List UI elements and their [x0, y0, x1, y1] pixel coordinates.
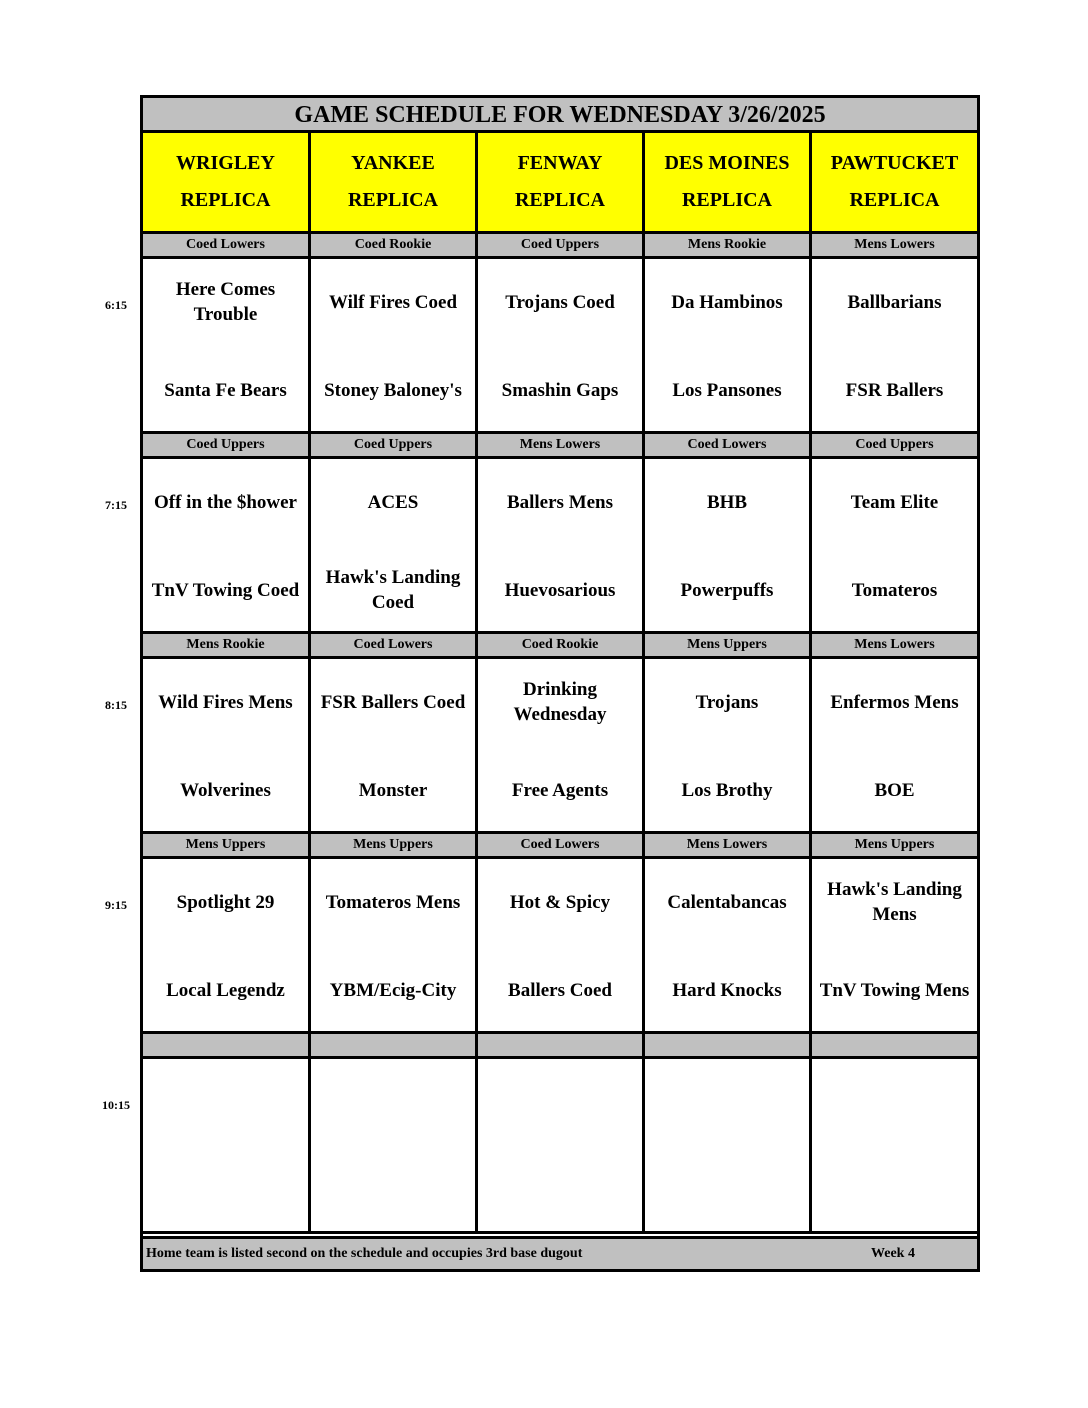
home-team: Smashin Gaps	[501, 379, 619, 401]
away-team: Drinking Wednesday	[513, 679, 607, 725]
home-team	[143, 1165, 308, 1215]
away-team: BHB	[706, 491, 748, 513]
time-label-2: 7:15	[105, 498, 127, 512]
time-label-5: 10:15	[102, 1098, 130, 1112]
home-team: TnV Towing Mens	[819, 979, 970, 1001]
away-team: Da Hambinos	[671, 291, 783, 313]
away-team: Wilf Fires Coed	[328, 291, 458, 313]
game-cell	[311, 859, 478, 1034]
away-team: Trojans	[695, 691, 759, 713]
game-cell	[645, 1059, 812, 1234]
game-cell	[478, 659, 645, 834]
away-team	[812, 1077, 977, 1127]
time-label-1: 6:15	[105, 298, 127, 312]
field-name: DES MOINES	[664, 152, 790, 174]
away-team: Wild Fires Mens	[158, 691, 293, 713]
time-slot	[143, 434, 977, 634]
away-team	[143, 1077, 308, 1127]
away-team: Spotlight 29	[176, 891, 275, 913]
division-label: Mens Lowers	[812, 234, 977, 259]
away-team	[311, 1077, 475, 1127]
away-team: Off in the $hower	[153, 491, 297, 513]
field-subname: REPLICA	[514, 189, 605, 211]
home-team: YBM/Ecig-City	[329, 979, 457, 1001]
games-row	[143, 659, 977, 834]
game-cell	[812, 1059, 977, 1234]
time-slot	[143, 234, 977, 434]
game-cell	[478, 459, 645, 634]
away-team: Hot & Spicy	[509, 891, 611, 913]
field-name: WRIGLEY	[176, 152, 275, 174]
field-name: YANKEE	[351, 152, 435, 174]
away-team: Ballbarians	[847, 291, 942, 313]
home-team: Tomateros	[851, 579, 938, 601]
division-label: Coed Lowers	[143, 234, 311, 259]
division-label: Mens Lowers	[478, 434, 645, 459]
home-team: Ballers Coed	[508, 979, 612, 1001]
home-team: Wolverines	[180, 779, 271, 801]
home-team: Santa Fe Bears	[164, 379, 287, 401]
schedule-table	[140, 95, 980, 1272]
away-team: Enfermos Mens	[830, 691, 959, 713]
field-header	[478, 133, 645, 234]
field-subname: REPLICA	[180, 189, 271, 211]
field-header	[812, 133, 977, 234]
time-slot	[143, 634, 977, 834]
division-label: Mens Uppers	[143, 834, 311, 859]
away-team: ACES	[367, 491, 419, 513]
game-cell	[645, 259, 812, 434]
division-row	[143, 1034, 977, 1059]
home-team: Local Legendz	[166, 979, 285, 1001]
division-label: Coed Lowers	[311, 634, 478, 659]
home-team: Huevosarious	[504, 579, 616, 601]
division-label: Coed Uppers	[812, 434, 977, 459]
home-team: Los Brothy	[681, 779, 773, 801]
away-team: Trojans Coed	[505, 291, 615, 313]
home-team: Los Pansones	[672, 379, 782, 401]
field-header	[143, 133, 311, 234]
away-team: Here Comes Trouble	[175, 279, 276, 325]
time-slot	[143, 834, 977, 1034]
division-row	[143, 834, 977, 859]
field-header-row	[143, 133, 977, 234]
away-team	[645, 1077, 809, 1127]
away-team: Hawk's Landing Mens	[827, 879, 962, 925]
games-row	[143, 459, 977, 634]
footer-note: Home team is listed second on the schedule and occupies 3rd base dugout	[146, 1246, 583, 1261]
field-header	[311, 133, 478, 234]
division-label: Coed Rookie	[478, 634, 645, 659]
division-label: Mens Rookie	[143, 634, 311, 659]
division-label: Coed Uppers	[478, 234, 645, 259]
schedule-title: GAME SCHEDULE FOR WEDNESDAY 3/26/2025	[143, 98, 977, 133]
home-team: Free Agents	[511, 779, 609, 801]
away-team: Ballers Mens	[506, 491, 614, 513]
division-label: Coed Rookie	[311, 234, 478, 259]
division-label	[478, 1034, 645, 1059]
game-cell	[645, 659, 812, 834]
home-team: Stoney Baloney's	[324, 379, 462, 401]
games-row	[143, 859, 977, 1034]
division-label: Coed Lowers	[478, 834, 645, 859]
game-cell	[143, 1059, 311, 1234]
division-row	[143, 434, 977, 459]
division-label	[645, 1034, 812, 1059]
division-label: Mens Lowers	[645, 834, 812, 859]
home-team: Monster	[358, 779, 428, 801]
game-cell	[311, 259, 478, 434]
time-label-4: 9:15	[105, 898, 127, 912]
home-team	[812, 1165, 977, 1215]
division-label	[143, 1034, 311, 1059]
away-team: Calentabancas	[667, 891, 787, 913]
game-cell	[812, 259, 977, 434]
home-team: TnV Towing Coed	[151, 579, 300, 601]
division-label: Coed Lowers	[645, 434, 812, 459]
game-cell	[311, 659, 478, 834]
home-team: Hard Knocks	[672, 979, 782, 1001]
week-label: Week 4	[871, 1246, 915, 1261]
division-row	[143, 634, 977, 659]
field-subname: REPLICA	[681, 189, 772, 211]
time-label-3: 8:15	[105, 698, 127, 712]
games-row	[143, 259, 977, 434]
time-slot	[143, 1034, 977, 1234]
games-row	[143, 1059, 977, 1234]
game-cell	[478, 859, 645, 1034]
game-cell	[143, 659, 311, 834]
home-team: BOE	[874, 779, 915, 801]
division-label: Coed Uppers	[311, 434, 478, 459]
game-cell	[143, 859, 311, 1034]
division-label: Mens Uppers	[812, 834, 977, 859]
game-cell	[645, 859, 812, 1034]
game-cell	[478, 259, 645, 434]
division-label: Mens Lowers	[812, 634, 977, 659]
division-label: Coed Uppers	[143, 434, 311, 459]
game-cell	[812, 859, 977, 1034]
away-team: FSR Ballers Coed	[320, 691, 466, 713]
game-cell	[812, 659, 977, 834]
schedule-footer	[143, 1236, 977, 1269]
game-cell	[311, 1059, 478, 1234]
field-header	[645, 133, 812, 234]
away-team: Team Elite	[850, 491, 939, 513]
field-name: FENWAY	[517, 152, 603, 174]
home-team: Hawk's Landing Coed	[325, 567, 461, 613]
division-label: Mens Uppers	[645, 634, 812, 659]
division-label	[311, 1034, 478, 1059]
home-team	[478, 1165, 642, 1215]
game-cell	[143, 259, 311, 434]
division-row	[143, 234, 977, 259]
division-label	[812, 1034, 977, 1059]
home-team: Powerpuffs	[680, 579, 774, 601]
away-team: Tomateros Mens	[325, 891, 461, 913]
field-subname: REPLICA	[849, 189, 940, 211]
away-team	[478, 1077, 642, 1127]
home-team	[645, 1165, 809, 1215]
game-cell	[311, 459, 478, 634]
game-cell	[812, 459, 977, 634]
field-subname: REPLICA	[347, 189, 438, 211]
home-team: FSR Ballers	[845, 379, 944, 401]
game-cell	[143, 459, 311, 634]
division-label: Mens Rookie	[645, 234, 812, 259]
field-name: PAWTUCKET	[830, 152, 959, 174]
division-label: Mens Uppers	[311, 834, 478, 859]
game-cell	[645, 459, 812, 634]
home-team	[311, 1165, 475, 1215]
game-cell	[478, 1059, 645, 1234]
